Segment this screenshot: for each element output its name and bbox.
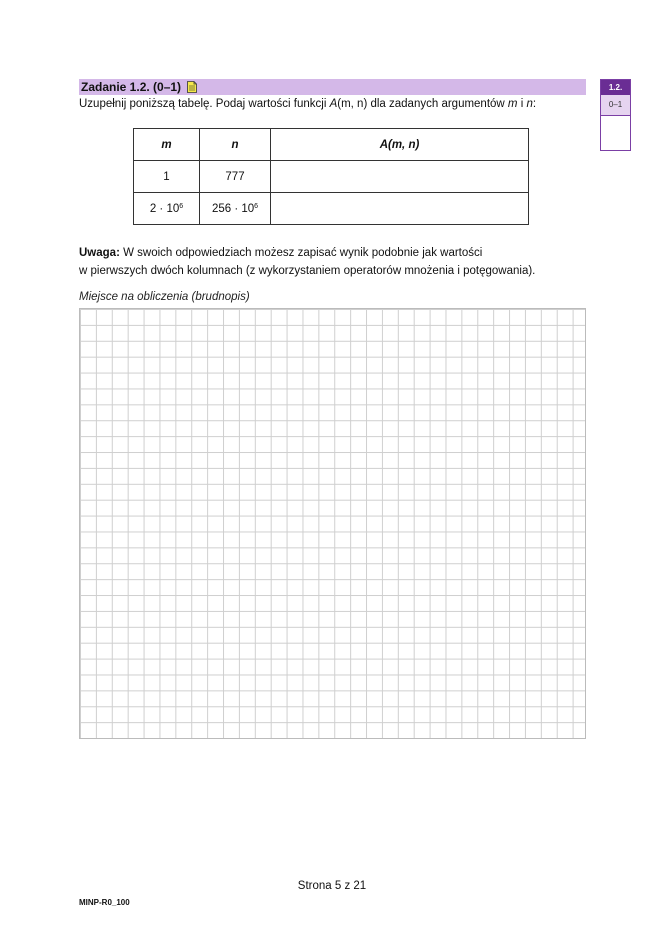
draft-grid[interactable] [79, 308, 586, 739]
draft-label: Miejsce na obliczenia (brudnopis) [79, 291, 250, 303]
cell-m: $2 \cdot 10^6$ [134, 193, 200, 225]
cell-answer[interactable] [271, 193, 529, 225]
task-title: Zadanie 1.2. (0–1) [81, 80, 182, 94]
task-instruction: Uzupełnij poniższą tabelę. Podaj wartości funkcji A(m, n) dla zadanych argumentów m i n: [79, 98, 537, 110]
cell-n: 777 [200, 161, 271, 193]
cell-answer[interactable] [271, 161, 529, 193]
table-header-row [134, 129, 529, 161]
exam-code: MINP-R0_100 [79, 898, 130, 907]
score-task-number: 1.2. [601, 80, 630, 95]
score-field[interactable] [601, 116, 630, 151]
score-box [600, 79, 631, 151]
cell-n: $256 \cdot 10^6$ [200, 193, 271, 225]
table-row [134, 161, 529, 193]
score-range: 0–1 [601, 95, 630, 116]
table-row [134, 193, 529, 225]
cell-m: 1 [134, 161, 200, 193]
task-header [79, 79, 586, 95]
answer-table [133, 128, 529, 225]
note: Uwaga: W swoich odpowiedziach możesz zapisać wynik podobnie jak wartości w pierwszych dwóch kolumnach (z wykorzystaniem operatorów mnożenia i potęgowania). [79, 247, 536, 277]
note-label: Uwaga: [79, 247, 120, 259]
header-m: m [134, 129, 200, 161]
page-number: Strona 5 z 21 [297, 880, 367, 892]
header-n: n [200, 129, 271, 161]
note-icon [187, 81, 197, 93]
header-a: A(m, n) [271, 129, 529, 161]
